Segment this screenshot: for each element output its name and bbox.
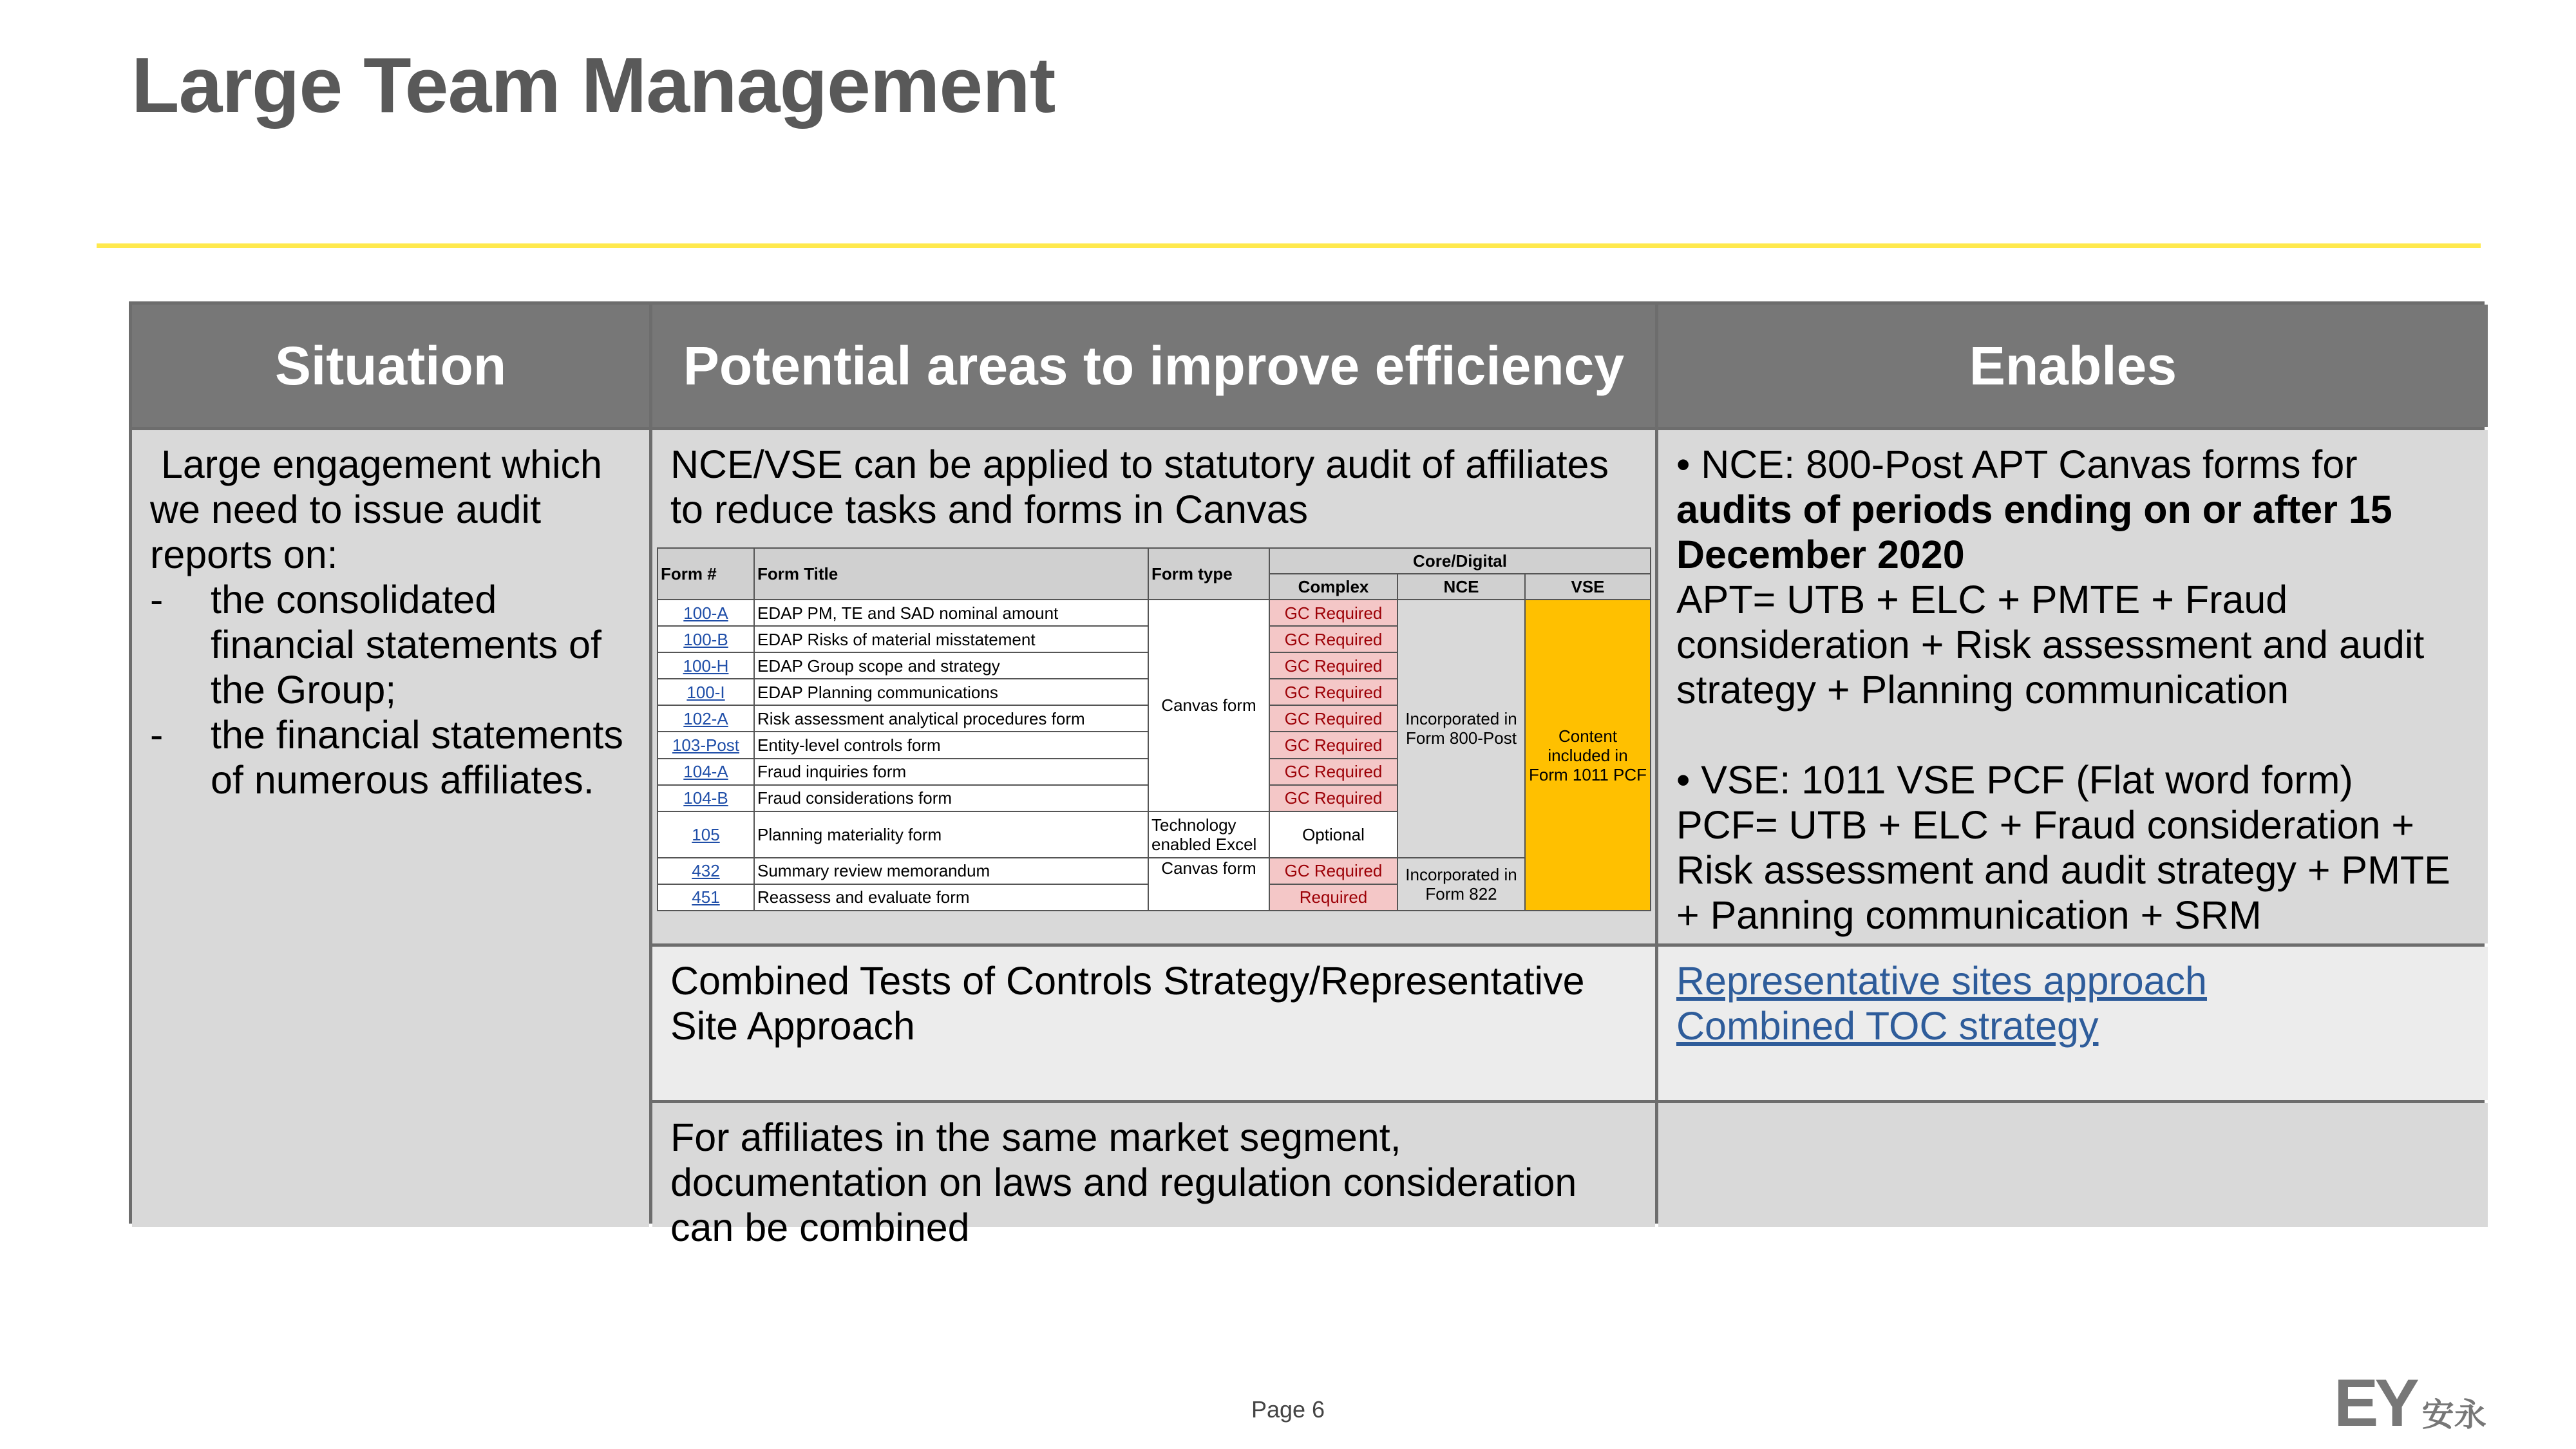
enables-nce-line: [1676, 442, 2470, 577]
form-number-link[interactable]: 100-B: [658, 626, 754, 652]
main-table: [129, 301, 2485, 1249]
form-complex-status: GC Required: [1269, 732, 1397, 758]
form-complex-status: Required: [1269, 884, 1397, 911]
slide-title: Large Team Management: [131, 41, 1056, 129]
ey-logo: [2334, 1365, 2486, 1442]
form-complex-status: GC Required: [1269, 858, 1397, 884]
form-title: EDAP Risks of material misstatement: [754, 626, 1148, 652]
form-complex-status: GC Required: [1269, 759, 1397, 785]
forms-header-vse: VSE: [1525, 574, 1651, 600]
forms-header-nce: NCE: [1397, 574, 1525, 600]
form-complex-status: Optional: [1269, 811, 1397, 858]
form-number-link[interactable]: 104-B: [658, 785, 754, 811]
potential-nce-vse-text: NCE/VSE can be applied to statutory audit of affiliates to reduce tasks and forms in Canvas: [670, 442, 1609, 531]
page-number: Page 6: [1251, 1396, 1325, 1423]
table-row: [658, 600, 1651, 626]
form-title: Planning materiality form: [754, 811, 1148, 858]
form-number-link[interactable]: 100-A: [658, 600, 754, 626]
header-situation: Situation: [132, 305, 649, 427]
form-complex-status: GC Required: [1269, 785, 1397, 811]
form-type-canvas: Canvas form: [1148, 600, 1269, 811]
form-number-link[interactable]: 451: [658, 884, 754, 911]
situation-cell: [132, 430, 649, 1227]
form-number-link[interactable]: 104-A: [658, 759, 754, 785]
ey-logo-mark: EY: [2334, 1366, 2416, 1441]
potential-nce-vse-cell: [652, 430, 1655, 943]
form-title: Risk assessment analytical procedures form: [754, 705, 1148, 732]
nce-incorporated-800: Incorporated in Form 800-Post: [1397, 600, 1525, 858]
form-complex-status: GC Required: [1269, 652, 1397, 679]
form-complex-status: GC Required: [1269, 679, 1397, 705]
forms-header-core-digital: Core/Digital: [1269, 548, 1651, 574]
forms-header-form-no: Form #: [658, 548, 754, 600]
form-title: Entity-level controls form: [754, 732, 1148, 758]
form-number-link[interactable]: 100-H: [658, 652, 754, 679]
title-divider: [97, 243, 2481, 248]
form-complex-status: GC Required: [1269, 626, 1397, 652]
enables-nce-bold: audits of periods ending on or after 15 December 2020: [1676, 488, 2392, 576]
enables-links-cell: [1658, 947, 2488, 1100]
potential-laws-regulation-cell: [652, 1103, 1655, 1249]
forms-header-form-type: Form type: [1148, 548, 1269, 600]
enables-vse-line: • VSE: 1011 VSE PCF (Flat word form): [1676, 758, 2353, 802]
header-potential-areas: Potential areas to improve efficiency: [652, 305, 1655, 427]
form-number-link[interactable]: 105: [658, 811, 754, 858]
situation-item-affiliates: - the financial statements of numerous affiliates.: [150, 712, 631, 802]
situation-item-consolidated: - the consolidated financial statements of the Group;: [150, 577, 631, 712]
form-title: Reassess and evaluate form: [754, 884, 1148, 911]
form-type-canvas-2: Canvas form: [1148, 858, 1269, 911]
form-number-link[interactable]: 102-A: [658, 705, 754, 732]
potential-combined-toc-cell: [652, 947, 1655, 1100]
enables-apt-definition: APT= UTB + ELC + PMTE + Fraud consideration + Risk assessment and audit strategy + Planning communication: [1676, 578, 2425, 712]
forms-table: [657, 547, 1651, 911]
forms-header-complex: Complex: [1269, 574, 1397, 600]
potential-combined-toc-text: Combined Tests of Controls Strategy/Representative Site Approach: [670, 959, 1585, 1048]
vse-content-note: Content included in Form 1011 PCF: [1525, 600, 1651, 911]
form-title: EDAP PM, TE and SAD nominal amount: [754, 600, 1148, 626]
form-number-link[interactable]: 103-Post: [658, 732, 754, 758]
form-number-link[interactable]: 100-I: [658, 679, 754, 705]
table-row: [658, 858, 1651, 884]
combined-toc-link[interactable]: Combined TOC strategy: [1676, 1004, 2099, 1048]
header-enables: Enables: [1658, 305, 2488, 427]
forms-header-form-title: Form Title: [754, 548, 1148, 600]
form-title: EDAP Group scope and strategy: [754, 652, 1148, 679]
ey-logo-chinese: 安永: [2421, 1397, 2486, 1433]
potential-laws-regulation-text: For affiliates in the same market segment, documentation on laws and regulation consideration can be combined: [670, 1115, 1577, 1249]
form-title: Summary review memorandum: [754, 858, 1148, 884]
form-complex-status: GC Required: [1269, 600, 1397, 626]
form-type-technology: Technology enabled Excel: [1148, 811, 1269, 858]
enables-nce-vse-cell: [1658, 430, 2488, 943]
situation-list: [150, 577, 631, 802]
enables-pcf-definition: PCF= UTB + ELC + Fraud consideration + Risk assessment and audit strategy + PMTE + Panning communication + SRM: [1676, 803, 2450, 937]
enables-empty-cell: [1658, 1103, 2488, 1227]
form-complex-status: GC Required: [1269, 705, 1397, 732]
form-title: Fraud considerations form: [754, 785, 1148, 811]
enables-nce-prefix: • NCE: 800-Post APT Canvas forms for: [1676, 442, 2358, 486]
form-number-link[interactable]: 432: [658, 858, 754, 884]
form-title: EDAP Planning communications: [754, 679, 1148, 705]
nce-incorporated-822: Incorporated in Form 822: [1397, 858, 1525, 911]
form-title: Fraud inquiries form: [754, 759, 1148, 785]
situation-intro: Large engagement which we need to issue audit reports on:: [150, 442, 613, 576]
representative-sites-link[interactable]: Representative sites approach: [1676, 959, 2207, 1003]
